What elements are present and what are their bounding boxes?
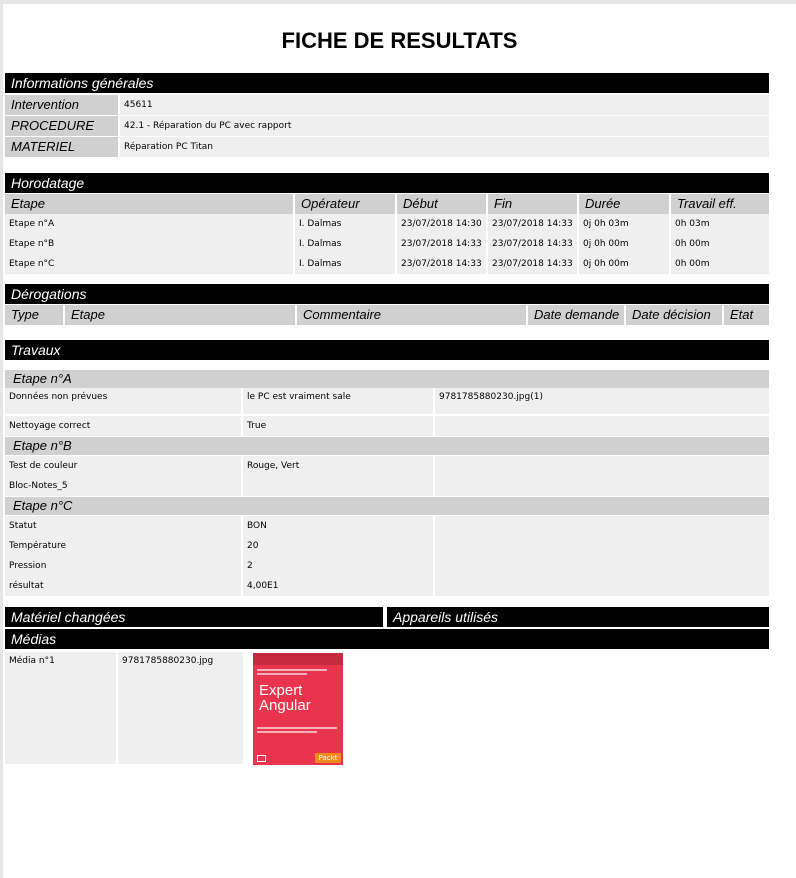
etape-cell: Etape n°A: [5, 214, 293, 234]
table-row: [5, 234, 769, 254]
etape-cell: Etape n°B: [5, 234, 293, 254]
duree-cell: 0j 0h 03m: [579, 214, 669, 234]
medias-section-header: Médias: [5, 629, 769, 649]
travail-cell: 0h 00m: [671, 234, 769, 254]
travaux-extra: [435, 476, 769, 496]
col-debut: Début: [397, 194, 486, 214]
cover-publisher: Packt: [315, 753, 341, 763]
cover-title: Expert Angular: [259, 682, 311, 714]
travaux-label: Température: [5, 536, 241, 556]
table-row: [5, 516, 769, 536]
travaux-group-a: Etape n°A: [5, 370, 769, 388]
book-icon: [257, 755, 266, 762]
horodatage-header-row: [5, 194, 769, 214]
duree-cell: 0j 0h 00m: [579, 254, 669, 274]
travaux-group-c: Etape n°C: [5, 497, 769, 515]
travail-cell: 0h 03m: [671, 214, 769, 234]
operateur-cell: I. Dalmas: [295, 254, 395, 274]
table-row: [5, 416, 769, 436]
col-date-decision: Date décision: [626, 305, 722, 325]
fin-cell: 23/07/2018 14:33: [488, 234, 577, 254]
travaux-value: [243, 476, 433, 496]
general-label: Intervention: [5, 95, 118, 115]
fin-cell: 23/07/2018 14:33: [488, 254, 577, 274]
col-type: Type: [5, 305, 63, 325]
table-row: [5, 556, 769, 576]
cover-line: [257, 731, 317, 733]
travaux-extra: [435, 456, 769, 476]
general-value: Réparation PC Titan: [120, 137, 769, 157]
cover-line: [257, 673, 307, 675]
derogations-section-header: Dérogations: [5, 284, 769, 304]
travaux-section-header: Travaux: [5, 340, 769, 360]
debut-cell: 23/07/2018 14:33: [397, 254, 486, 274]
col-operateur: Opérateur: [295, 194, 395, 214]
travaux-label: Bloc-Notes_5: [5, 476, 241, 496]
general-row-procedure: [5, 116, 769, 136]
general-value: 45611: [120, 95, 769, 115]
operateur-cell: I. Dalmas: [295, 234, 395, 254]
travaux-extra: [435, 556, 769, 576]
appareils-section-header: Appareils utilisés: [387, 607, 769, 627]
general-row-intervention: [5, 95, 769, 115]
horodatage-section-header: Horodatage: [5, 173, 769, 193]
duree-cell: 0j 0h 00m: [579, 234, 669, 254]
col-date-demande: Date demande: [528, 305, 624, 325]
col-fin: Fin: [488, 194, 577, 214]
travaux-label: résultat: [5, 576, 241, 596]
travaux-extra: [435, 576, 769, 596]
travaux-value: le PC est vraiment sale: [243, 388, 433, 414]
travaux-extra: [435, 516, 769, 536]
travaux-label: Nettoyage correct: [5, 416, 241, 436]
general-value: 42.1 - Réparation du PC avec rapport: [120, 116, 769, 136]
travaux-value: Rouge, Vert: [243, 456, 433, 476]
table-row: [5, 576, 769, 596]
travaux-label: Données non prévues: [5, 388, 241, 414]
travaux-value: 20: [243, 536, 433, 556]
col-commentaire: Commentaire: [297, 305, 526, 325]
fin-cell: 23/07/2018 14:33: [488, 214, 577, 234]
travaux-value: 2: [243, 556, 433, 576]
col-duree: Durée: [579, 194, 669, 214]
media-thumbnail[interactable]: [253, 653, 343, 765]
col-etape: Etape: [65, 305, 295, 325]
cover-header-strip: [253, 653, 343, 665]
travaux-value: 4,00E1: [243, 576, 433, 596]
col-etat: Etat: [724, 305, 769, 325]
table-row: [5, 388, 769, 414]
table-row: [5, 476, 769, 496]
table-row: [5, 536, 769, 556]
general-section-header: Informations générales: [5, 73, 769, 93]
travaux-extra: [435, 416, 769, 436]
general-label: MATERIEL: [5, 137, 118, 157]
table-row: [5, 254, 769, 274]
travail-cell: 0h 00m: [671, 254, 769, 274]
derogations-header-row: [5, 305, 769, 325]
cover-line: [257, 669, 327, 671]
travaux-extra: 9781785880230.jpg(1): [435, 388, 769, 414]
page-title: FICHE DE RESULTATS: [281, 28, 518, 53]
col-travail: Travail eff.: [671, 194, 769, 214]
cover-line: [257, 727, 337, 729]
col-etape: Etape: [5, 194, 293, 214]
media-label: Média n°1: [5, 652, 116, 764]
travaux-label: Pression: [5, 556, 241, 576]
travaux-label: Test de couleur: [5, 456, 241, 476]
general-label: PROCEDURE: [5, 116, 118, 136]
debut-cell: 23/07/2018 14:33: [397, 234, 486, 254]
travaux-group-b: Etape n°B: [5, 437, 769, 455]
page: [3, 4, 796, 878]
travaux-value: BON: [243, 516, 433, 536]
operateur-cell: I. Dalmas: [295, 214, 395, 234]
debut-cell: 23/07/2018 14:30: [397, 214, 486, 234]
media-row: [5, 652, 243, 764]
materiel-section-header: Matériel changées: [5, 607, 383, 627]
etape-cell: Etape n°C: [5, 254, 293, 274]
travaux-value: True: [243, 416, 433, 436]
travaux-label: Statut: [5, 516, 241, 536]
table-row: [5, 214, 769, 234]
media-filename: 9781785880230.jpg: [118, 652, 243, 764]
table-row: [5, 456, 769, 476]
travaux-extra: [435, 536, 769, 556]
general-row-materiel: [5, 137, 769, 157]
